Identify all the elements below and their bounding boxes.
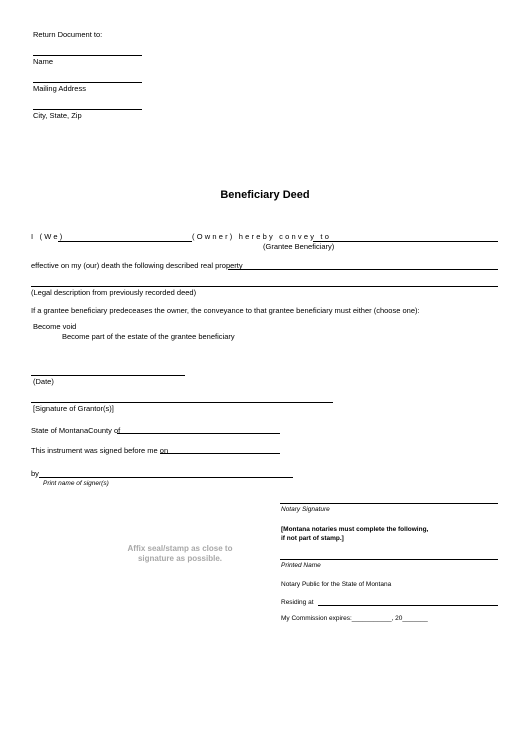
i-we-label: I (We): [31, 232, 65, 241]
option-become-void[interactable]: Become void: [33, 322, 77, 331]
grantee-name-line[interactable]: [313, 241, 498, 242]
notary-signature-line[interactable]: [280, 503, 498, 504]
city-state-zip-label: City, State, Zip: [33, 111, 82, 120]
city-state-zip-line[interactable]: [33, 109, 142, 110]
grantor-signature-line[interactable]: [31, 402, 333, 403]
signed-before-label: This instrument was signed before me on: [31, 446, 169, 455]
grantee-beneficiary-label: (Grantee Beneficiary): [263, 242, 335, 251]
commission-expires-label: My Commission expires:___________, 20_______: [281, 615, 428, 622]
seal-placeholder-text: Affix seal/stamp as close to signature as possible.: [127, 544, 233, 563]
date-line[interactable]: [31, 375, 185, 376]
notary-signature-label: Notary Signature: [281, 506, 330, 513]
property-line-1[interactable]: [228, 269, 498, 270]
predecease-clause-text: If a grantee beneficiary predeceases the owner, the conveyance to that grantee beneficiary must either (choose one):: [31, 306, 420, 315]
grantor-signature-label: [Signature of Grantor(s)]: [33, 404, 114, 413]
owner-convey-label: (Owner) hereby convey to: [192, 232, 332, 241]
mailing-address-line[interactable]: [33, 82, 142, 83]
legal-description-label: (Legal description from previously recorded deed): [31, 288, 197, 297]
state-county-label: State of MontanaCounty of: [31, 426, 121, 435]
notary-instruction-line2: if not part of stamp.]: [281, 535, 344, 542]
notary-public-label: Notary Public for the State of Montana: [281, 581, 392, 588]
notary-instruction-line1: [Montana notaries must complete the following,: [281, 526, 429, 533]
by-label: by: [31, 469, 39, 478]
effective-on-death-text: effective on my (our) death the following described real property: [31, 261, 243, 270]
mailing-address-label: Mailing Address: [33, 84, 86, 93]
return-to-label: Return Document to:: [33, 30, 103, 39]
date-label: (Date): [33, 377, 54, 386]
name-label: Name: [33, 57, 54, 66]
signed-date-line[interactable]: [160, 453, 280, 454]
property-line-2[interactable]: [31, 286, 498, 287]
owner-name-line[interactable]: [58, 241, 192, 242]
signer-name-line[interactable]: [39, 477, 293, 478]
print-name-label: Print name of signer(s): [43, 480, 109, 487]
residing-at-label: Residing at: [281, 599, 314, 606]
printed-name-line[interactable]: [280, 559, 498, 560]
page-title: Beneficiary Deed: [220, 189, 310, 201]
printed-name-label: Printed Name: [281, 562, 321, 569]
county-line[interactable]: [117, 433, 280, 434]
residing-at-line[interactable]: [318, 605, 498, 606]
name-line[interactable]: [33, 55, 142, 56]
option-become-part-of-estate[interactable]: Become part of the estate of the grantee beneficiary: [62, 332, 235, 341]
